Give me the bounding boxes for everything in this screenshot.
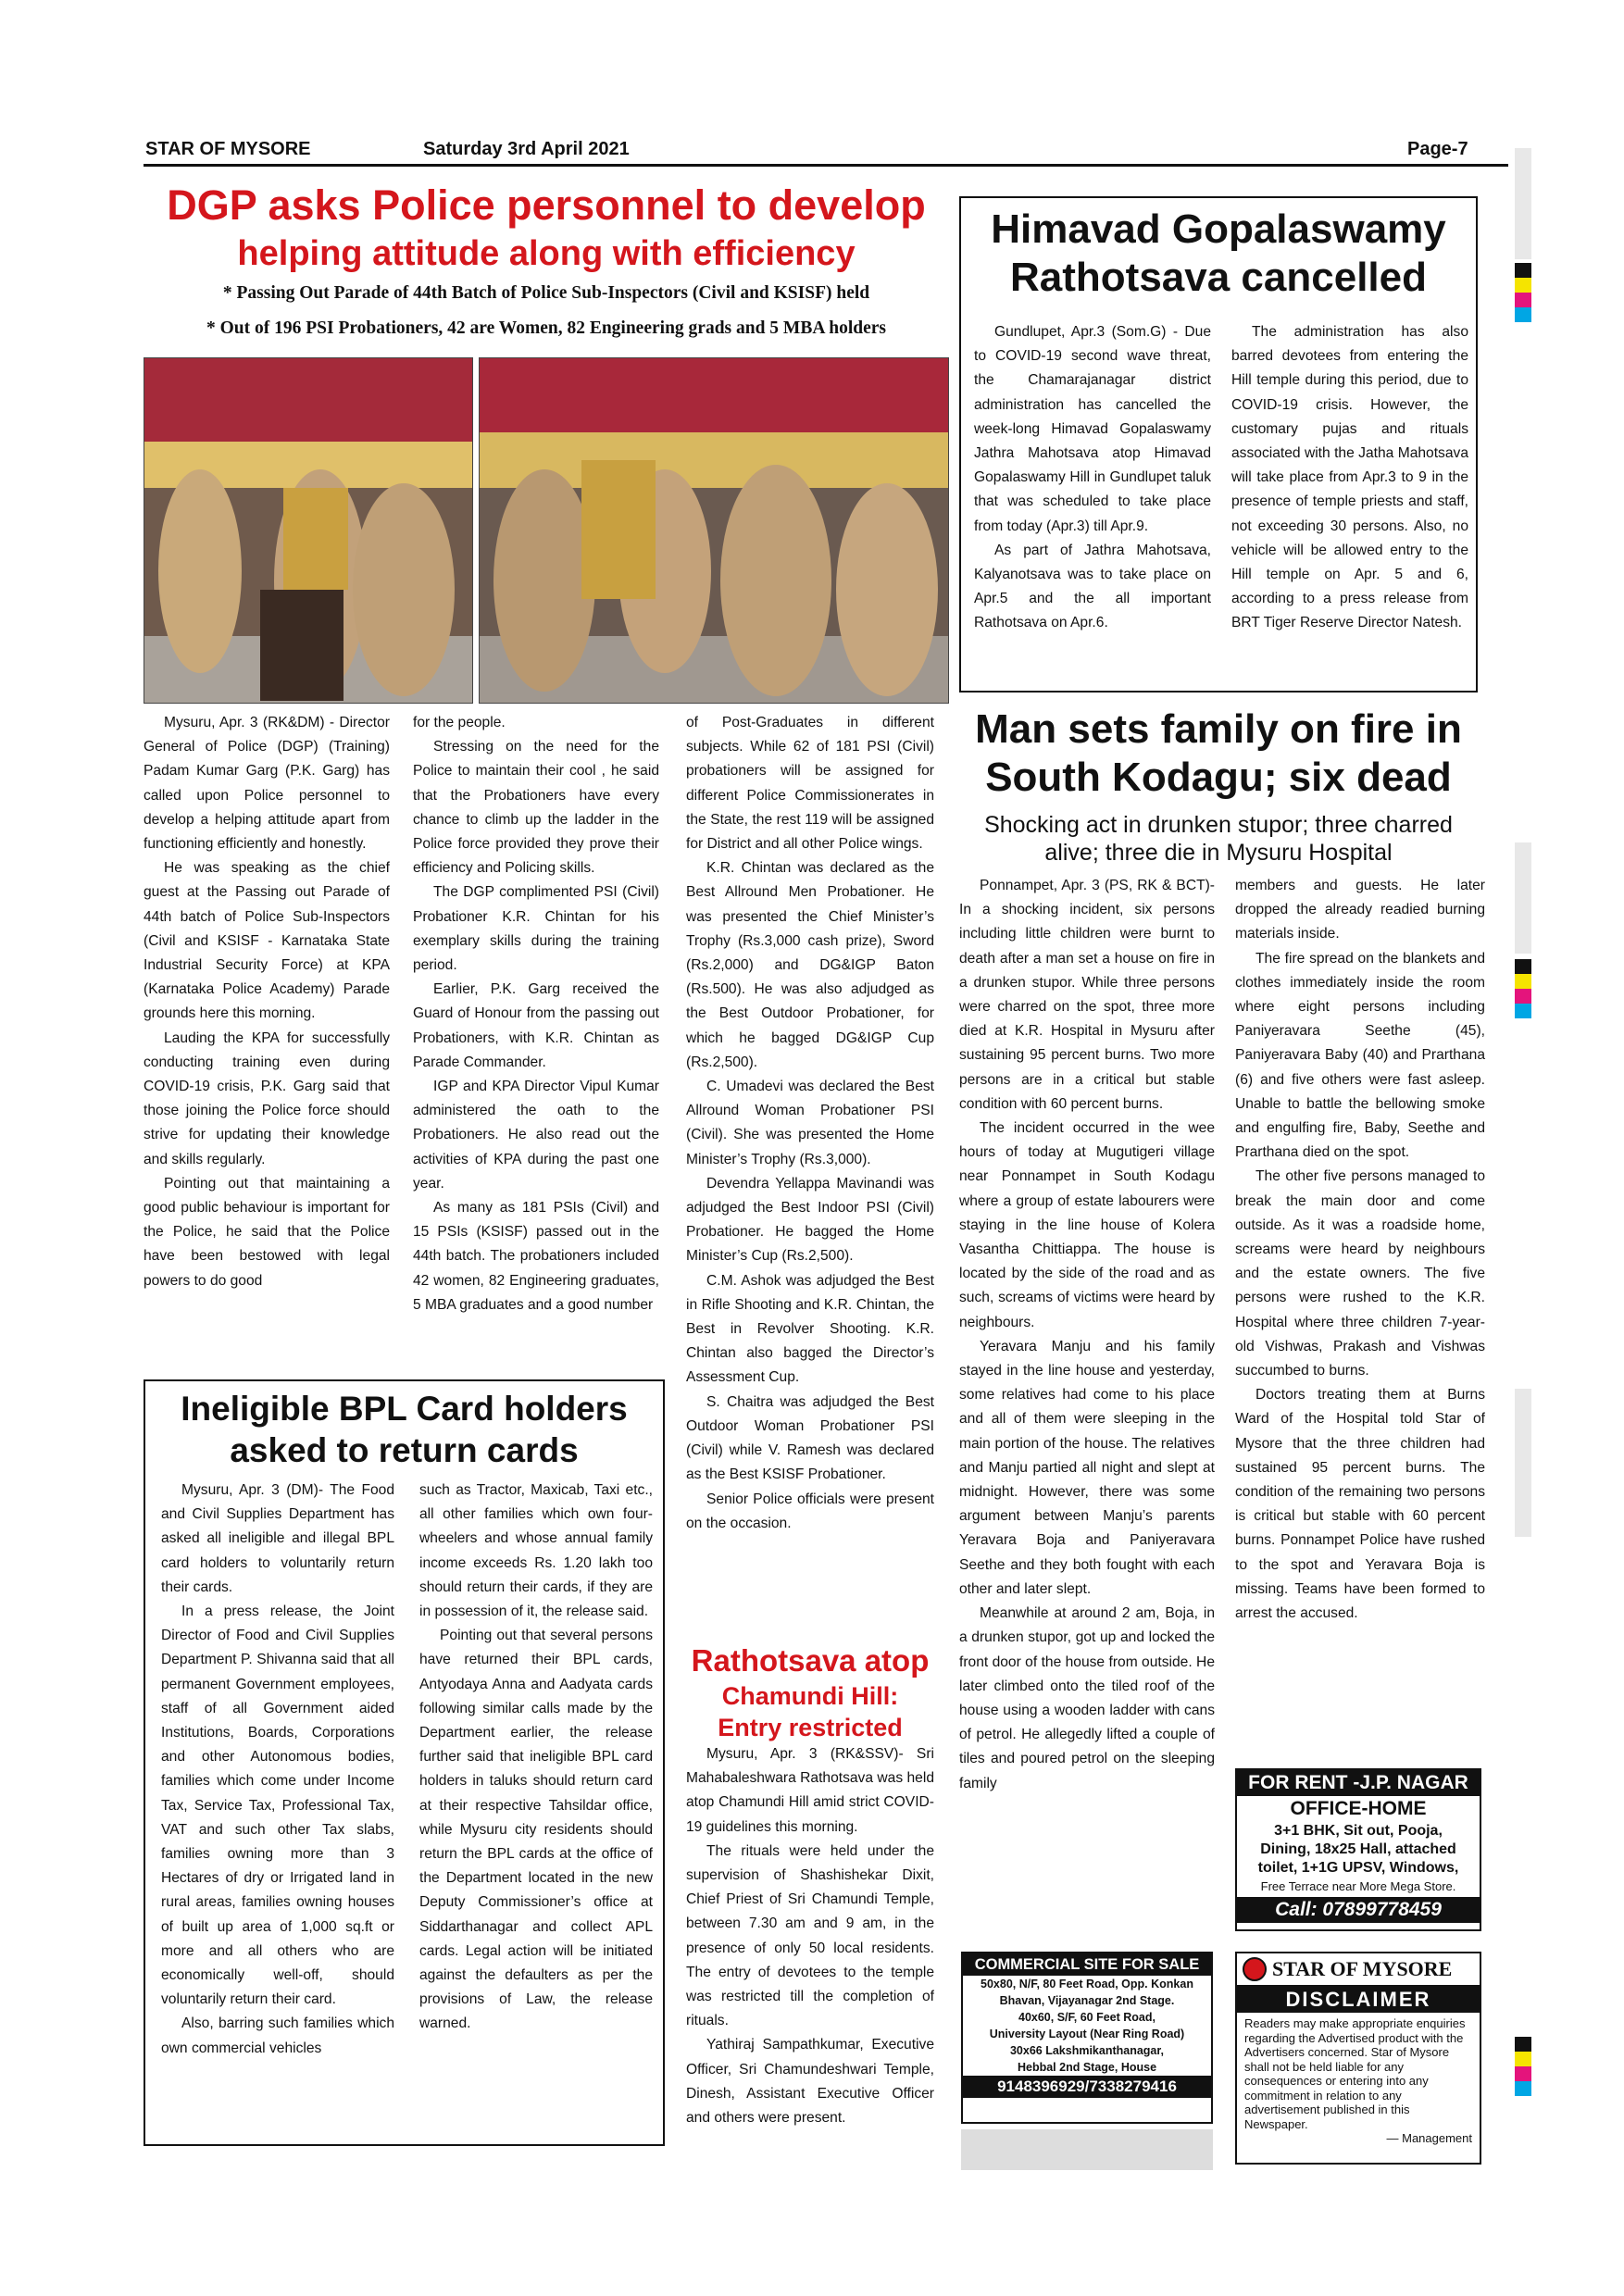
dgp-c3-p7: Senior Police officials were present on the occasion. — [686, 1491, 934, 1531]
ad-rent-subtitle: OFFICE-HOME — [1290, 1798, 1427, 1819]
dgp-c1-p3: Lauding the KPA for successfully conducting training even during COVID-19 crisis, P.K. Garg said that those joining the Police force should strive for updating their knowledge and skills regularly. — [144, 1029, 390, 1167]
reg-magenta — [1515, 293, 1531, 307]
fire-c2-p4: Doctors treating them at Burns Ward of the Hospital told Star of Mysore that the three children had sustained 95 percent burns. The condition of the remaining two persons is critical but stable with 60 percent burns. Ponnampet Police have rushed to the spot and Yeravara Boja is missing. Teams have been formed to arrest the accused. — [1235, 1387, 1485, 1622]
masthead-rule — [144, 164, 1508, 167]
fire-headline: Man sets family on fire in South Kodagu; six dead — [975, 706, 1462, 800]
dgp-c2-p4: Earlier, P.K. Garg received the Guard of Honour from the passing out Probationers, with K.R. Chintan as Parade Commander. — [413, 981, 659, 1070]
dgp-column-3 — [686, 711, 934, 1536]
reg-cyan-3 — [1515, 2081, 1531, 2096]
dgp-headline-2: helping attitude along with efficiency — [237, 234, 856, 273]
reg-grey-3 — [1515, 1389, 1531, 1537]
ad-commercial-title: COMMERCIAL SITE FOR SALE — [963, 1953, 1211, 1976]
ad-commercial-line5: 30x66 Lakshmikanthanagar, — [1009, 2044, 1165, 2057]
parade-photo-right — [479, 357, 949, 704]
himavad-column-1 — [974, 320, 1211, 636]
fire-c1-p4: Meanwhile at around 2 am, Boja, in a drunken stupor, got up and locked the front door of the house from outside. He later climbed onto the tiled roof of the house using a wooden ladder with cans of petrol. He allegedly lifted a couple of tiles and poured petrol on the sleeping family — [959, 1605, 1215, 1791]
dgp-c2-p6: As many as 181 PSIs (Civil) and 15 PSIs (KSISF) passed out in the 44th batch. The probationers included 42 women, 82 Engineering graduates, 5 MBA graduates and a good number — [413, 1200, 659, 1313]
chamundi-headline-3: Entry restricted — [718, 1714, 903, 1741]
himavad-c1-p2: As part of Jathra Mahotsava, Kalyanotsava was to take place on Apr.5 and the all important Rathotsava on Apr.6. — [974, 542, 1211, 631]
reg-magenta-3 — [1515, 2066, 1531, 2081]
bpl-headline-2: asked to return cards — [230, 1431, 579, 1469]
himavad-c1-p1: Gundlupet, Apr.3 (Som.G) - Due to COVID-19 second wave threat, the Chamarajanagar district administration has cancelled the week-long Himavad Gopalaswamy Jathra Mahotsava atop Himavad Gopalaswamy Hill in Gundlupet taluk that was scheduled to take place from today (Apr.3) till Apr.9. — [974, 324, 1211, 534]
dgp-c2-p5: IGP and KPA Director Vipul Kumar administered the oath to the Probationers. He also read out the activities of KPA during the past one year. — [413, 1079, 659, 1192]
ad-commercial-line4: University Layout (Near Ring Road) — [989, 2028, 1185, 2040]
ad-commercial-site — [961, 1952, 1213, 2124]
ad-commercial-phone: 9148396929/7338279416 — [963, 2076, 1211, 2098]
dgp-headline-1: DGP asks Police personnel to develop — [167, 181, 926, 229]
dgp-c3-p4: Devendra Yellappa Mavinandi was adjudged the Best Indoor PSI (Civil) Probationer. He bagged the Home Minister’s Cup (Rs.2,500). — [686, 1175, 934, 1265]
ad-commercial-line2: Bhavan, Vijayanagar 2nd Stage. — [999, 1994, 1175, 2007]
dgp-c1-p4: Pointing out that maintaining a good public behaviour is important for the Police, he said that the Police have been bestowed with legal powers to do good — [144, 1175, 390, 1289]
bpl-c1-p3: Also, barring such families which own commercial vehicles — [161, 2015, 394, 2056]
dgp-c3-p6: S. Chaitra was adjudged the Best Outdoor Woman Probationer PSI (Civil) while V. Ramesh was declared as the Best KSISF Probationer. — [686, 1393, 934, 1483]
ad-rent-call: Call: 07899778459 — [1237, 1897, 1480, 1923]
himavad-column-2 — [1231, 320, 1468, 636]
bpl-c2-p2: Pointing out that several persons have returned their BPL cards, Antyodaya Anna and Aadyata cards following similar calls made by the Department earlier, the release further said that ineligible BPL card holders in taluks should return card at their respective Tahsildar office, while Mysuru city residents should return the BPL cards at the office of the Department located in the new Deputy Commissioner’s office at Siddarthanagar and collect APL cards. Legal action will be initiated against the defaulters as per the provisions of Law, the release warned. — [419, 1628, 653, 2032]
fire-column-1 — [959, 874, 1215, 1796]
disclaimer-title: DISCLAIMER — [1237, 1987, 1480, 2013]
reg-black-3 — [1515, 2037, 1531, 2052]
reg-black-2 — [1515, 959, 1531, 974]
reg-yellow — [1515, 278, 1531, 293]
disclaimer-brand: STAR OF MYSORE — [1272, 1957, 1453, 1980]
ad-commercial-line3: 40x60, S/F, 60 Feet Road, — [1018, 2011, 1156, 2024]
fire-c2-p1: members and guests. He later dropped the already readied burning materials inside. — [1235, 878, 1485, 942]
bpl-column-1 — [161, 1479, 394, 2061]
dgp-subhead-1: * Passing Out Parade of 44th Batch of Police Sub-Inspectors (Civil and KSISF) held — [222, 283, 870, 303]
chamundi-p2: The rituals were held under the supervision of Shashishekar Dixit, Chief Priest of Sri Chamundi Temple, between 7.30 am and 9 am, in the presence of only 50 local residents. The entry of devotees to the temple was restricted till the completion of rituals. — [686, 1842, 934, 2029]
himavad-headline: Himavad Gopalaswamy Rathotsava cancelled — [991, 206, 1446, 300]
bpl-c1-p2: In a press release, the Joint Director of Food and Civil Supplies Department P. Shivanna said that all permanent Government employees, staff of all Government aided Institutions, Boards, Corporations and other Autonomous bodies, families which come under Income Tax, Service Tax, Professional Tax, VAT and such other Tax slabs, families owning more than 3 Hectares of dry or Irrigated land in rural areas, families owning houses of built up area of 1,000 sq.ft or more and all others who are economically well-off, should voluntarily return their card. — [161, 1603, 394, 2008]
masthead-date: Saturday 3rd April 2021 — [423, 139, 630, 159]
himavad-c2-p1: The administration has also barred devotees from entering the Hill temple during this period, due to COVID-19 crisis. However, the customary pujas and rituals associated with the Jatha Mahotsava will take place from Apr.3 to 9 in the presence of temple priests and staff, not exceeding 30 persons. Also, no vehicle will be allowed entry to the Hill temple on Apr. 5 and 6, according to a press release from BRT Tiger Reserve Director Natesh. — [1231, 324, 1468, 631]
ad-rent-line2: Dining, 18x25 Hall, attached — [1260, 1841, 1456, 1857]
chamundi-body — [686, 1742, 934, 2130]
parade-photo-left — [144, 357, 473, 704]
dgp-c3-p2: K.R. Chintan was declared as the Best Allround Men Probationer. He was presented the Chief Minister’s Trophy (Rs.3,000 cash prize), Sword (Rs.2,000) and DG&IGP Baton (Rs.500). He was also adjudged as the Best Outdoor Probationer, for which he bagged DG&IGP Cup (Rs.2,500). — [686, 860, 934, 1070]
disclaimer-text: Readers may make appropriate enquiries regarding the Advertised product with the Advertisers concerned. Star of Mysore shall not be held liable for any consequences or entering into any commitment in relation to any advertisement published in this Newspaper. — [1244, 2016, 1466, 2131]
ad-for-rent — [1235, 1768, 1481, 1931]
disclaimer-box — [1235, 1952, 1481, 2165]
masthead-page: Page-7 — [1407, 139, 1468, 159]
reg-magenta-2 — [1515, 989, 1531, 1004]
chamundi-headline-1: Rathotsava atop — [691, 1643, 930, 1678]
reg-cyan — [1515, 307, 1531, 322]
dgp-c1-p1: Mysuru, Apr. 3 (RK&DM) - Director General of Police (DGP) (Training) Padam Kumar Garg (P.K. Garg) has called upon Police personnel to develop a helping attitude apart from functioning efficiently and honestly. — [144, 715, 390, 853]
dgp-subhead-2: * Out of 196 PSI Probationers, 42 are Women, 82 Engineering grads and 5 MBA holders — [206, 318, 886, 338]
fire-c2-p3: The other five persons managed to break the main door and come outside. As it was a roadside home, screams were heard by neighbours and the estate owners. The five persons were rushed to the K.R. Hospital where three children 7-year-old Vishwas, Prakash and Vishwas succumbed to burns. — [1235, 1168, 1485, 1379]
disclaimer-brand-row — [1237, 1953, 1480, 1987]
ad-blank-grey — [961, 2129, 1213, 2170]
ad-commercial-line6: Hebbal 2nd Stage, House — [1017, 2061, 1157, 2074]
dgp-c3-p5: C.M. Ashok was adjudged the Best in Rifle Shooting and K.R. Chintan, the Best in Revolver Shooting. K.R. Chintan also bagged the Director’s Assessment Cup. — [686, 1272, 934, 1386]
reg-grey-2 — [1515, 842, 1531, 954]
fire-c1-p2: The incident occurred in the wee hours of today at Mugutigeri village near Ponnampet in South Kodagu where a group of estate labourers were staying in the line house of Kolera Vasantha Chittiappa. The house is located by the side of the road and as such, screams of victims were heard by neighbours. — [959, 1120, 1215, 1330]
dgp-c2-p3: The DGP complimented PSI (Civil) Probationer K.R. Chintan for his exemplary skills during the training period. — [413, 884, 659, 974]
masthead-paper: STAR OF MYSORE — [145, 139, 311, 159]
fire-c1-p1: Ponnampet, Apr. 3 (PS, RK & BCT)- In a shocking incident, six persons including little children were burnt to death after a man set a house on fire in a drunken stupor. While three persons were charred on the spot, three more died at K.R. Hospital in Mysuru after sustaining 95 percent burns. Two more persons are in a critical but stable condition with 60 percent burns. — [959, 878, 1215, 1112]
disclaimer-logo-icon — [1243, 1957, 1267, 1981]
fire-c2-p2: The fire spread on the blankets and clothes immediately inside the room where eight persons including Paniyeravara Seethe (45), Paniyeravara Baby (40) and Prarthana (6) and five others were fast asleep. Unable to battle the bellowing smoke and engulfing fire, Baby, Seethe and Prarthana died on the spot. — [1235, 950, 1485, 1161]
ad-rent-line4: Free Terrace near More Mega Store. — [1260, 1879, 1456, 1893]
dgp-column-2 — [413, 711, 659, 1317]
reg-yellow-2 — [1515, 974, 1531, 989]
registration-strip — [1515, 148, 1531, 259]
ad-rent-line3: toilet, 1+1G UPSV, Windows, — [1257, 1860, 1459, 1876]
bpl-column-2 — [419, 1479, 653, 2037]
chamundi-p1: Mysuru, Apr. 3 (RK&SSV)- Sri Mahabaleshwara Rathotsava was held atop Chamundi Hill amid strict COVID-19 guidelines this morning. — [686, 1746, 934, 1835]
chamundi-p3: Yathiraj Sampathkumar, Executive Officer, Sri Chamundeshwari Temple, Dinesh, Assistant Executive Officer and others were present. — [686, 2037, 934, 2127]
dgp-c2-p2: Stressing on the need for the Police to maintain their cool , he said that the Probationers have every chance to climb up the ladder in the Police force provided they prove their efficiency and Policing skills. — [413, 739, 659, 877]
ad-rent-title: FOR RENT -J.P. NAGAR — [1237, 1770, 1480, 1796]
dgp-c1-p2: He was speaking as the chief guest at the Passing out Parade of 44th batch of Police Sub-Inspectors (Civil and KSISF - Karnataka State Industrial Security Force) at KPA (Karnataka Police Academy) Parade grounds here this morning. — [144, 860, 390, 1022]
fire-subhead: Shocking act in drunken stupor; three charred alive; three die in Mysuru Hospital — [984, 812, 1453, 866]
ad-rent-line1: 3+1 BHK, Sit out, Pooja, — [1274, 1823, 1443, 1839]
reg-black — [1515, 263, 1531, 278]
reg-cyan-2 — [1515, 1004, 1531, 1018]
dgp-c3-p3: C. Umadevi was declared the Best Allround Woman Probationer PSI (Civil). She was presented the Home Minister’s Trophy (Rs.3,000). — [686, 1079, 934, 1167]
ad-commercial-line1: 50x80, N/F, 80 Feet Road, Opp. Konkan — [981, 1978, 1193, 1990]
dgp-c2-p1: for the people. — [413, 715, 506, 730]
disclaimer-sign: — Management — [1386, 2131, 1472, 2145]
dgp-c3-p1: of Post-Graduates in different subjects. While 62 of 181 PSI (Civil) probationers will be assigned for different Police Commissionerates in the State, the rest 119 will be assigned for District and all other Police wings. — [686, 715, 934, 853]
fire-column-2 — [1235, 874, 1485, 1626]
bpl-c2-p1: such as Tractor, Maxicab, Taxi etc., all other families which own four-wheelers and whose annual family income exceeds Rs. 1.20 lakh too should return their cards, if they are in possession of it, the release said. — [419, 1482, 653, 1620]
reg-yellow-3 — [1515, 2052, 1531, 2066]
dgp-column-1 — [144, 711, 390, 1293]
chamundi-headline-2: Chamundi Hill: — [721, 1682, 899, 1710]
bpl-headline-1: Ineligible BPL Card holders — [181, 1390, 628, 1428]
fire-c1-p3: Yeravara Manju and his family stayed in the line house and yesterday, some relatives had come to his place and all of them were sleeping in the main portion of the house. The relatives and Manju partied all night and slept at midnight. However, there was some argument between Manju’s parents Yeravara Boja and Paniyeravara Seethe and they both fought with each other and later slept. — [959, 1338, 1215, 1597]
bpl-c1-p1: Mysuru, Apr. 3 (DM)- The Food and Civil Supplies Department has asked all ineligible and illegal BPL card holders to voluntarily return their cards. — [161, 1482, 394, 1595]
